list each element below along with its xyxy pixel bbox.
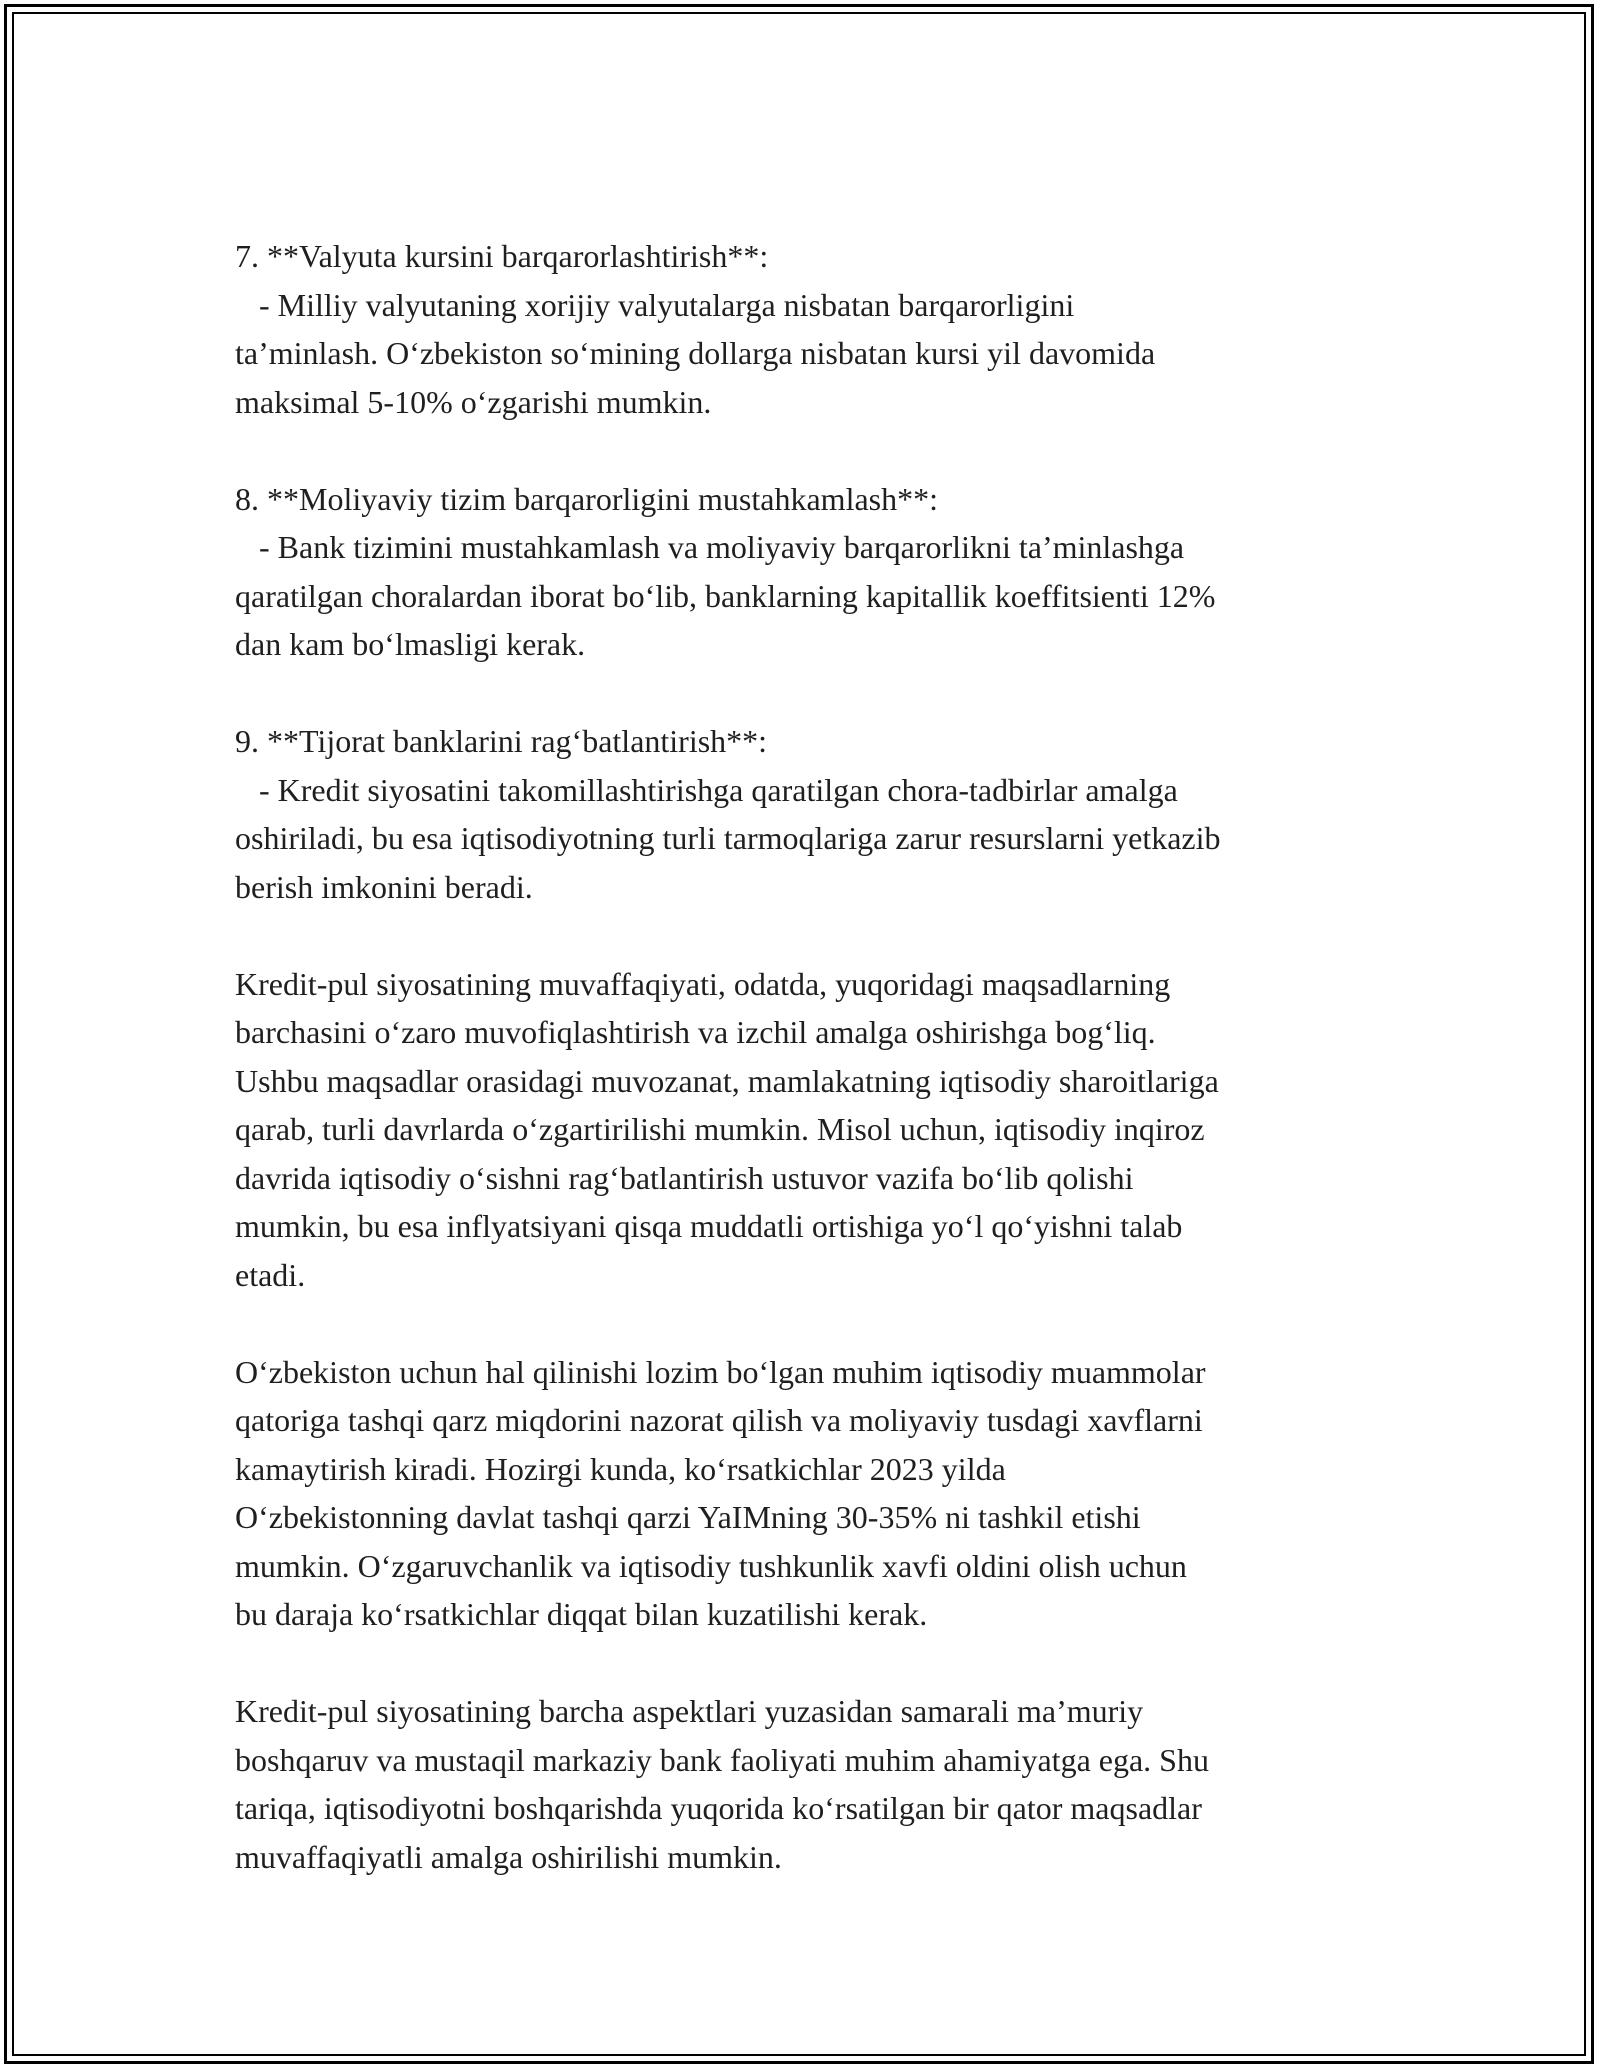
paragraph-external-debt [235, 1348, 1380, 1639]
paragraph-line: tariqa, iqtisodiyotni boshqarishda yuqorida ko‘rsatilgan bir qator maqsadlar [235, 1790, 1202, 1826]
paragraph-line: O‘zbekiston uchun hal qilinishi lozim bo‘lgan muhim iqtisodiy muammolar [235, 1353, 1206, 1390]
section-line: maksimal 5-10% o‘zgarishi mumkin. [235, 383, 712, 420]
document-body [235, 232, 1380, 1881]
paragraph-line: mumkin, bu esa inflyatsiyani qisqa muddatli ortishiga yo‘l qo‘yishni talab [235, 1208, 1183, 1244]
section-line: ta’minlash. O‘zbekiston so‘mining dollarga nisbatan kursi yil davomida [235, 335, 1156, 371]
section-line: - Bank tizimini mustahkamlash va moliyaviy barqarorlikni ta’minlashga [235, 529, 1185, 565]
paragraph-line: boshqaruv va mustaqil markaziy bank faoliyati muhim ahamiyatga ega. Shu [235, 1741, 1209, 1778]
paragraph-line: etadi. [235, 1256, 306, 1293]
paragraph-line: Ushbu maqsadlar orasidagi muvozanat, mamlakatning iqtisodiy sharoitlariga [235, 1062, 1219, 1099]
paragraph-line: qarab, turli davrlarda o‘zgartirilishi mumkin. Misol uchun, iqtisodiy inqiroz [235, 1111, 1205, 1147]
paragraph-line: kamaytirish kiradi. Hozirgi kunda, ko‘rsatkichlar 2023 yilda [235, 1450, 1006, 1487]
section-7 [235, 232, 1380, 426]
section-line: qaratilgan choralardan iborat bo‘lib, banklarning kapitallik koeffitsienti 12% [235, 577, 1216, 614]
section-heading: 9. **Tijorat banklarini rag‘batlantirish**: [235, 723, 768, 759]
paragraph-line: qatoriga tashqi qarz miqdorini nazorat qilish va moliyaviy tusdagi xavflarni [235, 1402, 1203, 1438]
section-9 [235, 717, 1380, 911]
paragraph-line: davrida iqtisodiy o‘sishni rag‘batlantirish ustuvor vazifa bo‘lib qolishi [235, 1159, 1134, 1196]
paragraph-line: bu daraja ko‘rsatkichlar diqqat bilan kuzatilishi kerak. [235, 1596, 928, 1632]
section-line: dan kam bo‘lmasligi kerak. [235, 626, 586, 662]
section-line: oshiriladi, bu esa iqtisodiyotning turli tarmoqlariga zarur resurslarni yetkazib [235, 820, 1221, 856]
section-heading: 8. **Moliyaviy tizim barqarorligini mustahkamlash**: [235, 480, 938, 517]
paragraph-line: Kredit-pul siyosatining barcha aspektlari yuzasidan samarali ma’muriy [235, 1693, 1144, 1729]
paragraph-line: O‘zbekistonning davlat tashqi qarzi YaIMning 30-35% ni tashkil etishi [235, 1499, 1141, 1535]
section-heading: 7. **Valyuta kursini barqarorlashtirish**: [235, 238, 769, 274]
section-8 [235, 475, 1380, 669]
paragraph-line: Kredit-pul siyosatining muvaffaqiyati, odatda, yuqoridagi maqsadlarning [235, 965, 1171, 1002]
paragraph-monetary-policy-success [235, 960, 1380, 1300]
section-line: - Kredit siyosatini takomillashtirishga qaratilgan chora-tadbirlar amalga [235, 771, 1178, 808]
section-line: berish imkonini beradi. [235, 868, 533, 905]
paragraph-central-bank [235, 1687, 1380, 1881]
section-line: - Milliy valyutaning xorijiy valyutalarga nisbatan barqarorligini [235, 286, 1075, 323]
paragraph-line: barchasini o‘zaro muvofiqlashtirish va izchil amalga oshirishga bog‘liq. [235, 1014, 1156, 1050]
paragraph-line: muvaffaqiyatli amalga oshirilishi mumkin. [235, 1838, 782, 1875]
paragraph-line: mumkin. O‘zgaruvchanlik va iqtisodiy tushkunlik xavfi oldini olish uchun [235, 1547, 1187, 1584]
